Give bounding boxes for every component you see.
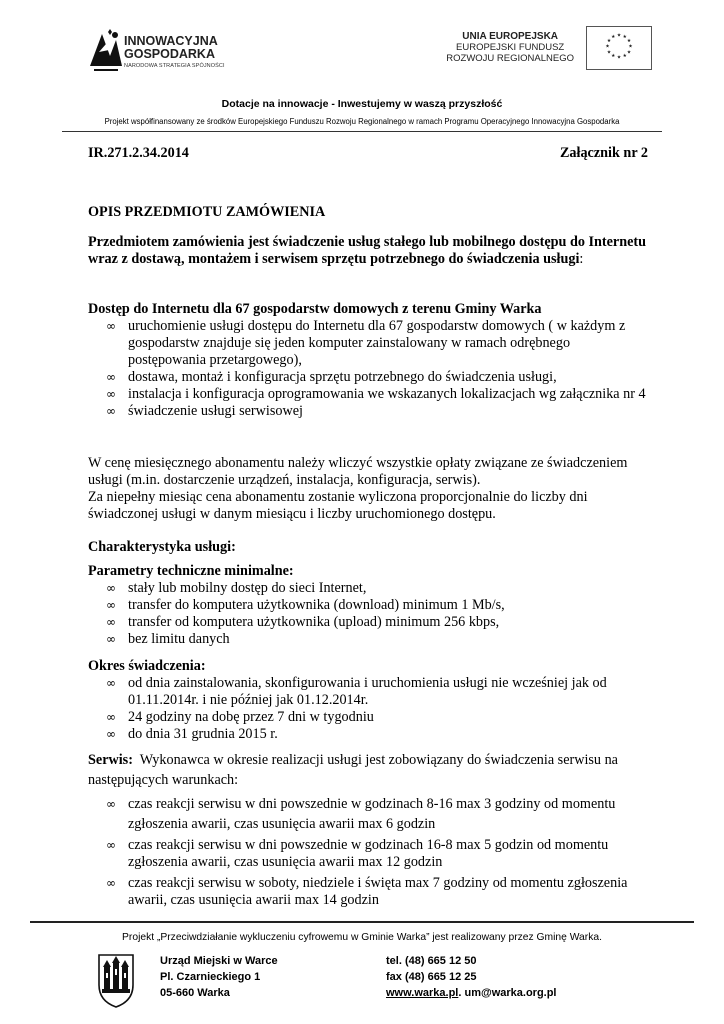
svg-text:★: ★ (626, 38, 632, 44)
bullet-icon: ∞ (106, 598, 116, 612)
doc-meta-row (88, 145, 648, 162)
website-link[interactable]: www.warka.pl (386, 987, 459, 999)
footer-project-note: Projekt „Przeciwdziałanie wykluczeniu cyfrowemu w Gminie Warka” jest realizowany przez Gminę Warka. (122, 932, 602, 943)
intro-colon: : (579, 251, 584, 267)
eu-flag-icon (586, 26, 652, 70)
bullet-icon: ∞ (106, 876, 116, 890)
price-paragraphs (88, 455, 648, 523)
svg-text:★: ★ (605, 44, 610, 50)
footer-divider (30, 921, 694, 923)
cofinancing-note: Projekt współfinansowany ze środków Europejskiego Funduszu Rozwoju Regionalnego w ramach Programu Operacyjnego Innowacyjna Gospodarka (104, 117, 620, 126)
bullet-icon: ∞ (106, 404, 116, 418)
service-text: Wykonawca w okresie realizacji usługi jest zobowiązany do świadczenia serwisu na następujących warunkach: (88, 752, 618, 788)
footer-address (160, 953, 278, 1001)
list-item: ∞ stały lub mobilny dostęp do sieci Internet, (106, 580, 367, 596)
footer-fax: fax (48) 665 12 25 (386, 971, 477, 983)
list-item: ∞ instalacja i konfiguracja oprogramowania we wskazanych lokalizacjach wg załącznika nr 4 (106, 386, 646, 402)
characteristics-heading: Charakterystyka usługi: (88, 539, 236, 555)
ig-logo-line1: INNOWACYJNA (124, 34, 218, 48)
list-item: ∞ od dnia zainstalowania, skonfigurowania i uruchomienia usługi nie wcześniej jak od 01.11.2014r. i nie później jak 01.12.2014r. (106, 675, 607, 708)
service-intro (88, 750, 648, 790)
bullet-icon: ∞ (106, 370, 116, 384)
intro-bold: Przedmiotem zamówienia jest świadczenie usług stałego lub mobilnego dostępu do Internetu wraz z dostawą, montażem i serwisem sprzętu potrzebnego do świadczenia usługi (88, 234, 647, 267)
footer-office: Urząd Miejski w Warce (160, 955, 278, 967)
eu-title: UNIA EUROPEJSKA (462, 31, 559, 42)
footer-street: Pl. Czarnieckiego 1 (160, 971, 261, 983)
svg-text:★: ★ (606, 50, 612, 56)
price-paragraph-1: W cenę miesięcznego abonamentu należy wliczyć wszystkie opłaty związane ze świadczeniem usługi (m.in. dostarczenie urządzeń, instalacja, konfiguracja, serwis). (88, 455, 628, 488)
svg-text:★: ★ (611, 54, 616, 60)
warka-crest-icon (97, 951, 135, 1009)
bullet-icon: ∞ (106, 710, 116, 724)
eu-line2: EUROPEJSKI FUNDUSZ (456, 42, 565, 53)
list-item: ∞ świadczenie usługi serwisowej (106, 403, 303, 419)
list-item: ∞ 24 godziny na dobę przez 7 dni w tygodniu (106, 709, 374, 725)
footer-city: 05-660 Warka (160, 987, 230, 999)
ig-logo-line2: GOSPODARKA (124, 47, 215, 61)
ig-logo-sub: NARODOWA STRATEGIA SPÓJNOŚCI (124, 63, 225, 69)
section1 (88, 301, 648, 420)
bullet-icon: ∞ (106, 615, 116, 629)
attachment-label: Załącznik nr 2 (559, 145, 648, 161)
section1-heading: Dostęp do Internetu dla 67 gospodarstw domowych z terenu Gminy Warka (88, 301, 542, 317)
svg-text:★: ★ (611, 34, 616, 40)
price-paragraph-2: Za niepełny miesiąc cena abonamentu zostanie wyliczona proporcjonalnie do liczby dni świadczonej usługi w danym miesiącu i liczby uruchomionego dostępu. (88, 489, 588, 522)
slogan: Dotacje na innowacje - Inwestujemy w waszą przyszłość (221, 98, 503, 110)
ig-mark-icon (88, 26, 124, 74)
bullet-icon: ∞ (106, 838, 116, 852)
svg-text:★: ★ (622, 34, 627, 40)
bullet-icon: ∞ (106, 727, 116, 741)
svg-text:★: ★ (626, 50, 632, 56)
header-divider (62, 131, 662, 132)
innowacyjna-gospodarka-logo (88, 26, 258, 76)
list-item: ∞ transfer do komputera użytkownika (download) minimum 1 Mb/s, (106, 597, 505, 613)
eu-text-block (446, 31, 574, 64)
list-item: ∞ czas reakcji serwisu w dni powszednie w godzinach 16-8 max 5 godzin od momentu zgłoszenia awarii, czas usunięcia awarii max 12 godzin (106, 837, 609, 870)
list-item: ∞ dostawa, montaż i konfiguracja sprzętu potrzebnego do świadczenia usługi, (106, 369, 557, 385)
list-item: ∞ czas reakcji serwisu w soboty, niedziele i święta max 7 godziny od momentu zgłoszenia awarii, czas usunięcia awarii max 14 godzin (106, 875, 628, 908)
list-item: ∞ do dnia 31 grudnia 2015 r. (106, 726, 278, 742)
email-link[interactable]: um@warka.org.pl (464, 987, 557, 999)
svg-text:★: ★ (628, 44, 633, 50)
eu-line3: ROZWOJU REGIONALNEGO (446, 53, 574, 64)
svg-text:★: ★ (622, 54, 627, 60)
service-label: Serwis: (88, 752, 133, 768)
bullet-icon: ∞ (106, 319, 116, 333)
svg-text:★: ★ (606, 38, 612, 44)
bullet-icon: ∞ (106, 581, 116, 595)
svg-text:★: ★ (616, 33, 622, 39)
list-item: ∞ transfer od komputera użytkownika (upload) minimum 256 kbps, (106, 614, 500, 630)
service-section (88, 750, 648, 909)
params-heading: Parametry techniczne minimalne: (88, 563, 294, 579)
footer-tel: tel. (48) 665 12 50 (386, 955, 477, 967)
bullet-icon: ∞ (106, 632, 116, 646)
footer-www-sep: . (458, 987, 462, 999)
section1-list (88, 318, 648, 420)
intro-paragraph (88, 234, 648, 268)
bullet-icon: ∞ (106, 797, 116, 811)
footer-contact (386, 953, 557, 1001)
svg-text:★: ★ (616, 55, 622, 61)
doc-title: OPIS PRZEDMIOTU ZAMÓWIENIA (88, 204, 326, 220)
doc-ref: IR.271.2.34.2014 (88, 145, 189, 161)
list-item: ∞ bez limitu danych (106, 631, 230, 647)
period-heading: Okres świadczenia: (88, 658, 206, 674)
period-section (88, 658, 648, 743)
list-item: ∞ czas reakcji serwisu w dni powszednie w godzinach 8-16 max 3 godziny od momentu zgłoszenia awarii, czas usunięcia awarii max 6 godzin (106, 796, 616, 832)
params-section (88, 563, 648, 648)
bullet-icon: ∞ (106, 387, 116, 401)
bullet-icon: ∞ (106, 676, 116, 690)
list-item: ∞ uruchomienie usługi dostępu do Internetu dla 67 gospodarstw domowych ( w każdym z gospodarstw znajduje się jeden komputer zainstalowany w ramach odrębnego postępowania przetargowego), (106, 318, 626, 368)
